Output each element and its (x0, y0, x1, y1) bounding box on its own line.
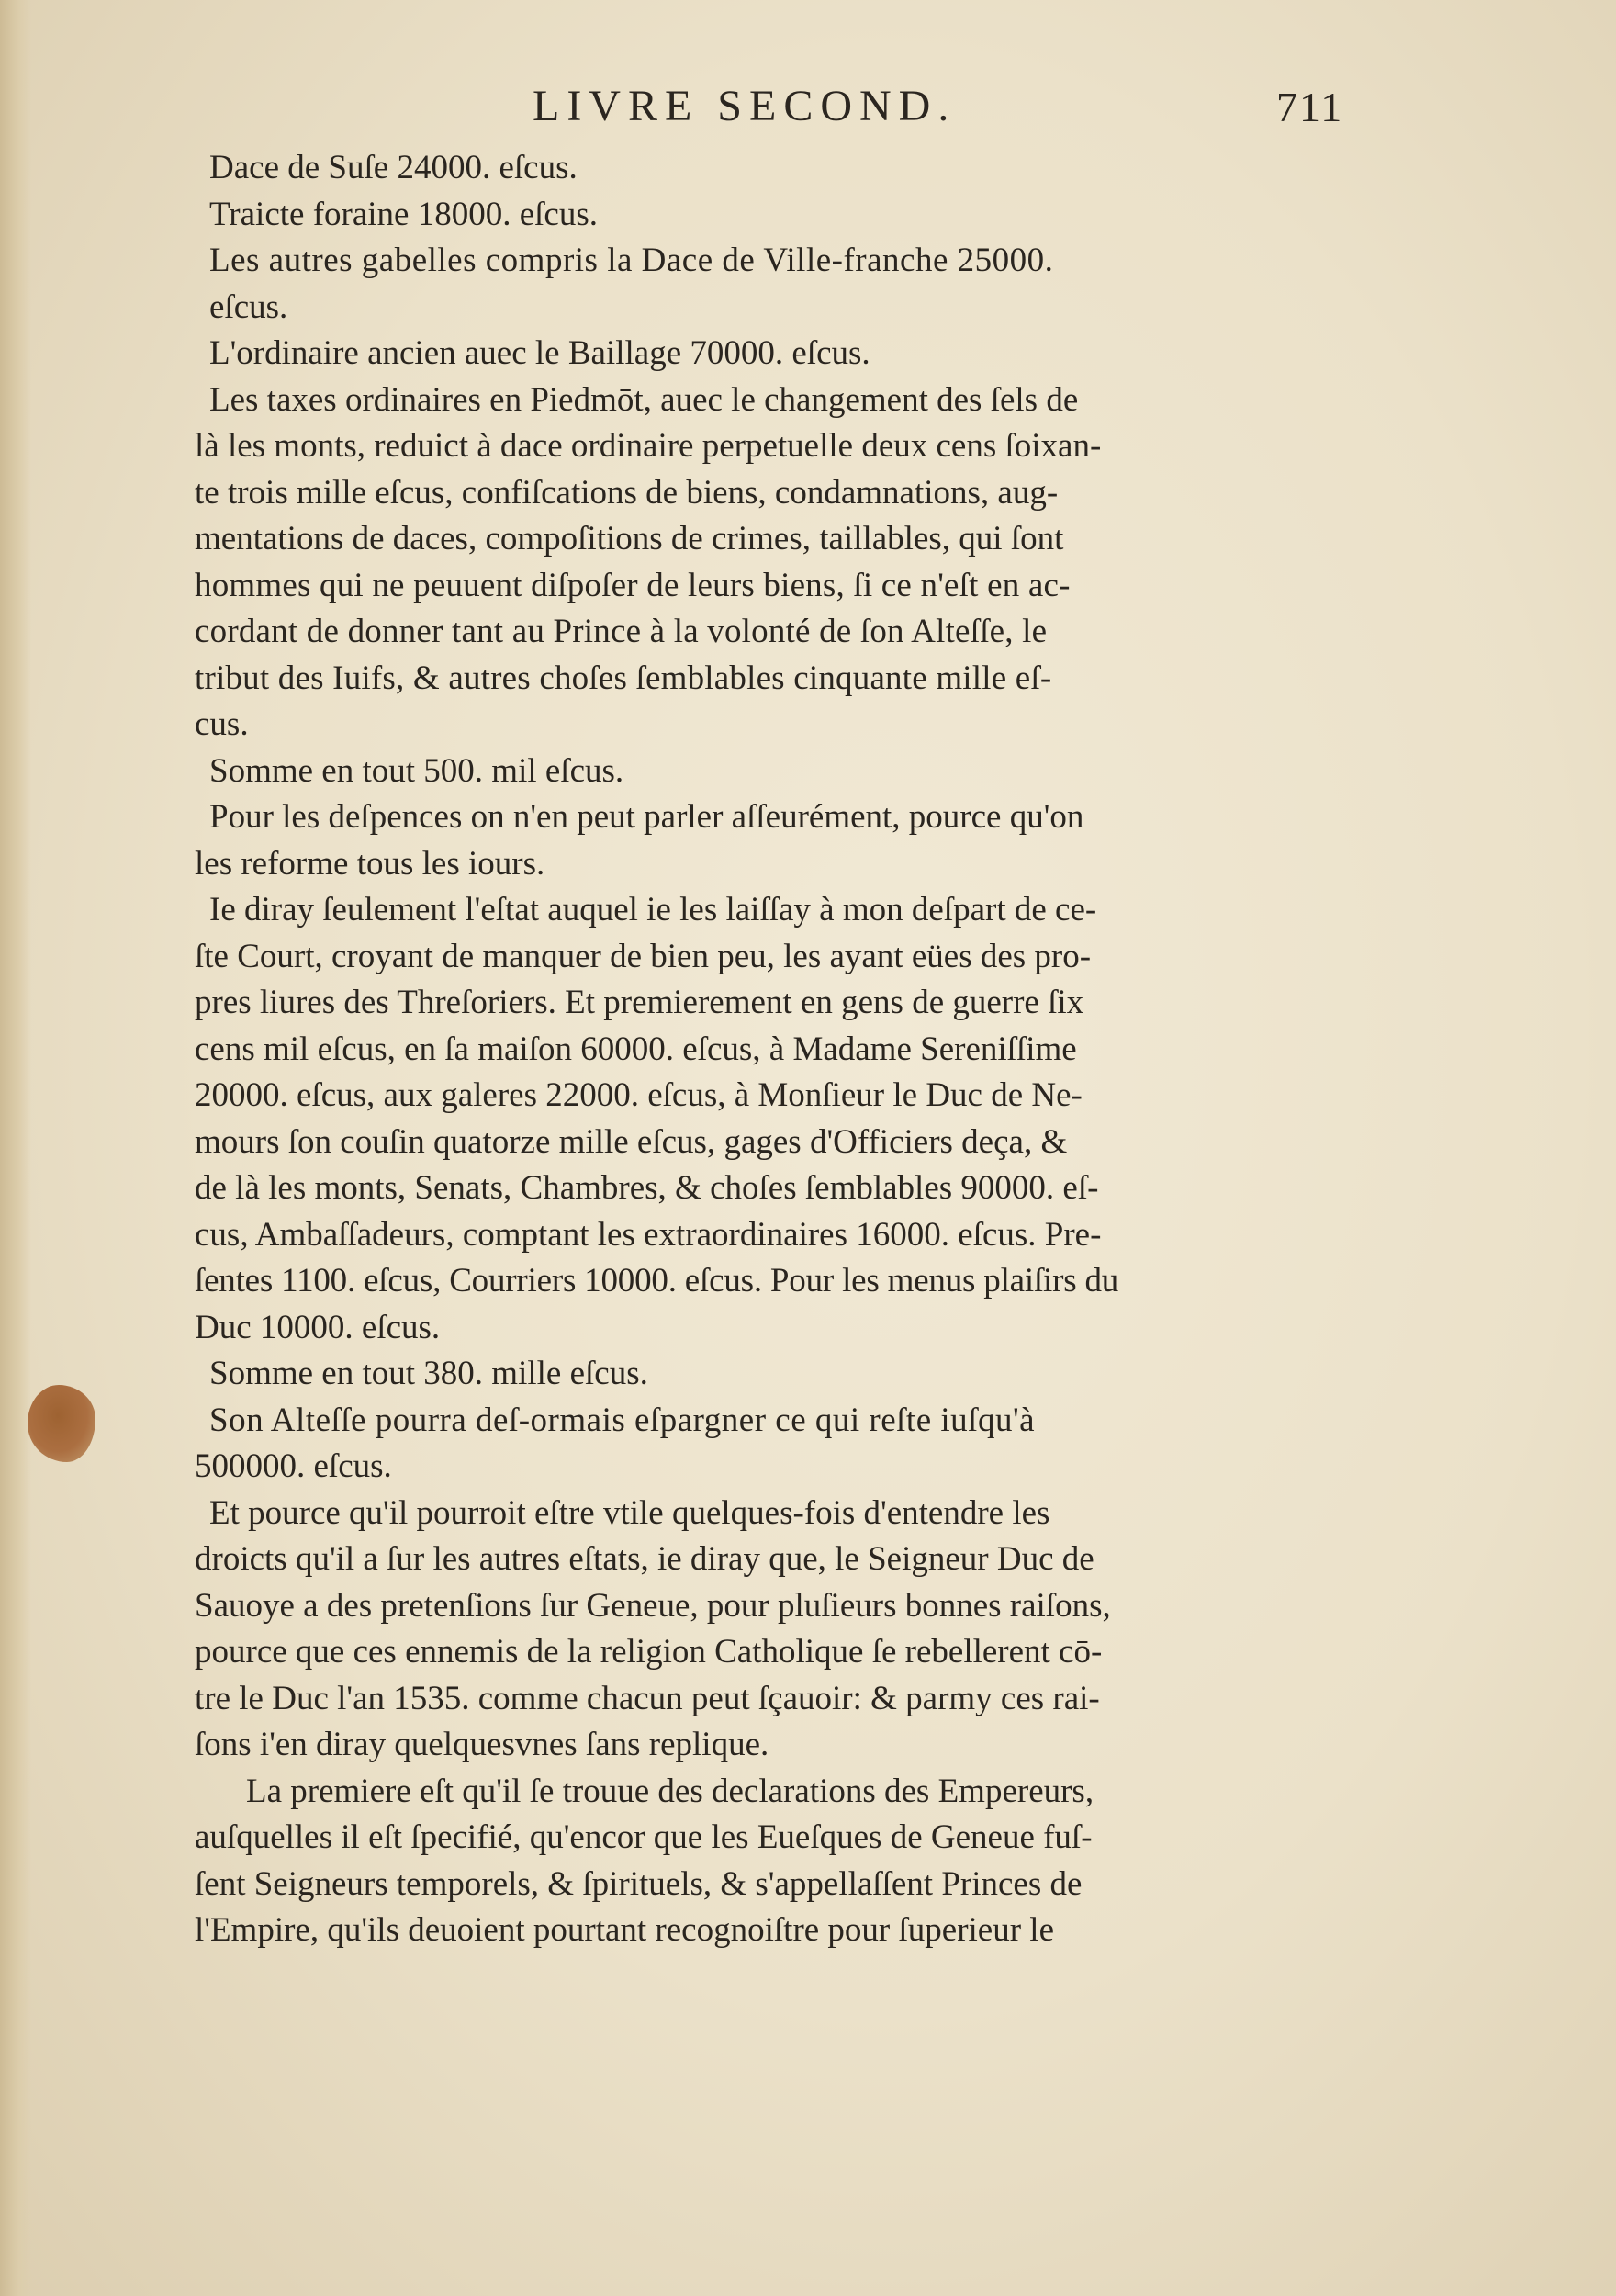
text-line: Traicte foraine 18000. eſcus. (209, 195, 598, 233)
text-line: mours ſon couſin quatorze mille eſcus, gages d'Officiers deça, & (195, 1122, 1068, 1161)
page-gutter (0, 0, 31, 2296)
text-line: Les taxes ordinaires en Piedmōt, auec le changement des ſels de (209, 380, 1079, 419)
text-line: Pour les deſpences on n'en peut parler aſſeurément, pource qu'on (209, 798, 1084, 836)
text-line: L'ordinaire ancien auec le Baillage 70000. eſcus. (209, 334, 870, 372)
text-line: ſons i'en diray quelquesvnes ſans replique. (195, 1726, 769, 1763)
running-head: LIVRE SECOND. (533, 82, 957, 130)
text-line: Et pource qu'il pourroit eſtre vtile quelques-fois d'entendre les (209, 1493, 1050, 1532)
text-line: Somme en tout 500. mil eſcus. (209, 751, 624, 790)
text-line: Les autres gabelles compris la Dace de Ville-franche 25000. (209, 242, 1054, 279)
text-line: La premiere eſt qu'il ſe trouue des declarations des Empereurs, (246, 1772, 1094, 1810)
text-line: les reforme tous les iours. (195, 844, 545, 883)
text-line: pource que ces ennemis de la religion Catholique ſe rebellerent cō- (195, 1633, 1103, 1671)
text-line: pres liures des Threſoriers. Et premierement en gens de guerre ſix (195, 984, 1084, 1021)
text-line: l'Empire, qu'ils deuoient pourtant recognoiſtre pour ſuperieur le (195, 1911, 1055, 1949)
paper-stain (28, 1385, 95, 1462)
text-line: là les monts, reduict à dace ordinaire perpetuelle deux cens ſoixan- (195, 427, 1102, 465)
text-line: ſent Seigneurs temporels, & ſpirituels, & s'appellaſſent Princes de (195, 1864, 1083, 1903)
text-line: Son Alteſſe pourra deſ-ormais eſpargner ce qui reſte iuſqu'à (209, 1401, 1036, 1439)
text-line: Sauoye a des pretenſions ſur Geneue, pour pluſieurs bonnes raiſons, (195, 1586, 1111, 1625)
text-line: cordant de donner tant au Prince à la volonté de ſon Alteſſe, le (195, 613, 1048, 650)
text-line: te trois mille eſcus, confiſcations de biens, condamnations, aug- (195, 473, 1059, 512)
page-number: 711 (1276, 84, 1344, 130)
text-line: Ie diray ſeulement l'eſtat auquel ie les laiſſay à mon deſpart de ce- (209, 891, 1097, 929)
body-text (195, 145, 1375, 1954)
text-line: cus. (195, 705, 249, 743)
text-line: Dace de Suſe 24000. eſcus. (209, 149, 578, 186)
text-line: ſte Court, croyant de manquer de bien peu, les ayant eües des pro- (195, 937, 1092, 975)
text-line: mentations de daces, compoſitions de crimes, taillables, qui ſont (195, 520, 1064, 557)
page-header (533, 81, 1359, 136)
text-line: de là les monts, Senats, Chambres, & choſes ſemblables 90000. eſ- (195, 1169, 1099, 1207)
text-line: droicts qu'il a ſur les autres eſtats, ie diray que, le Seigneur Duc de (195, 1540, 1094, 1578)
text-line: 500000. eſcus. (195, 1447, 392, 1485)
text-line: cus, Ambaſſadeurs, comptant les extraordinaires 16000. eſcus. Pre- (195, 1215, 1102, 1254)
text-line: tre le Duc l'an 1535. comme chacun peut ſçauoir: & parmy ces rai- (195, 1679, 1100, 1717)
text-line: Somme en tout 380. mille eſcus. (209, 1355, 648, 1392)
text-line: tribut des Iuifs, & autres choſes ſemblables cinquante mille eſ- (195, 658, 1052, 697)
text-line: ſentes 1100. eſcus, Courriers 10000. eſcus. Pour les menus plaiſirs du (195, 1262, 1119, 1300)
text-line: cens mil eſcus, en ſa maiſon 60000. eſcus, à Madame Sereniſſime (195, 1030, 1077, 1068)
text-line: auſquelles il eſt ſpecifié, qu'encor que les Eueſques de Geneue fuſ- (195, 1818, 1093, 1856)
text-line: Duc 10000. eſcus. (195, 1308, 441, 1346)
text-line: hommes qui ne peuuent diſpoſer de leurs biens, ſi ce n'eſt en ac- (195, 566, 1071, 604)
text-line: eſcus. (209, 287, 288, 326)
text-line: 20000. eſcus, aux galeres 22000. eſcus, à Monſieur le Duc de Ne- (195, 1076, 1083, 1114)
